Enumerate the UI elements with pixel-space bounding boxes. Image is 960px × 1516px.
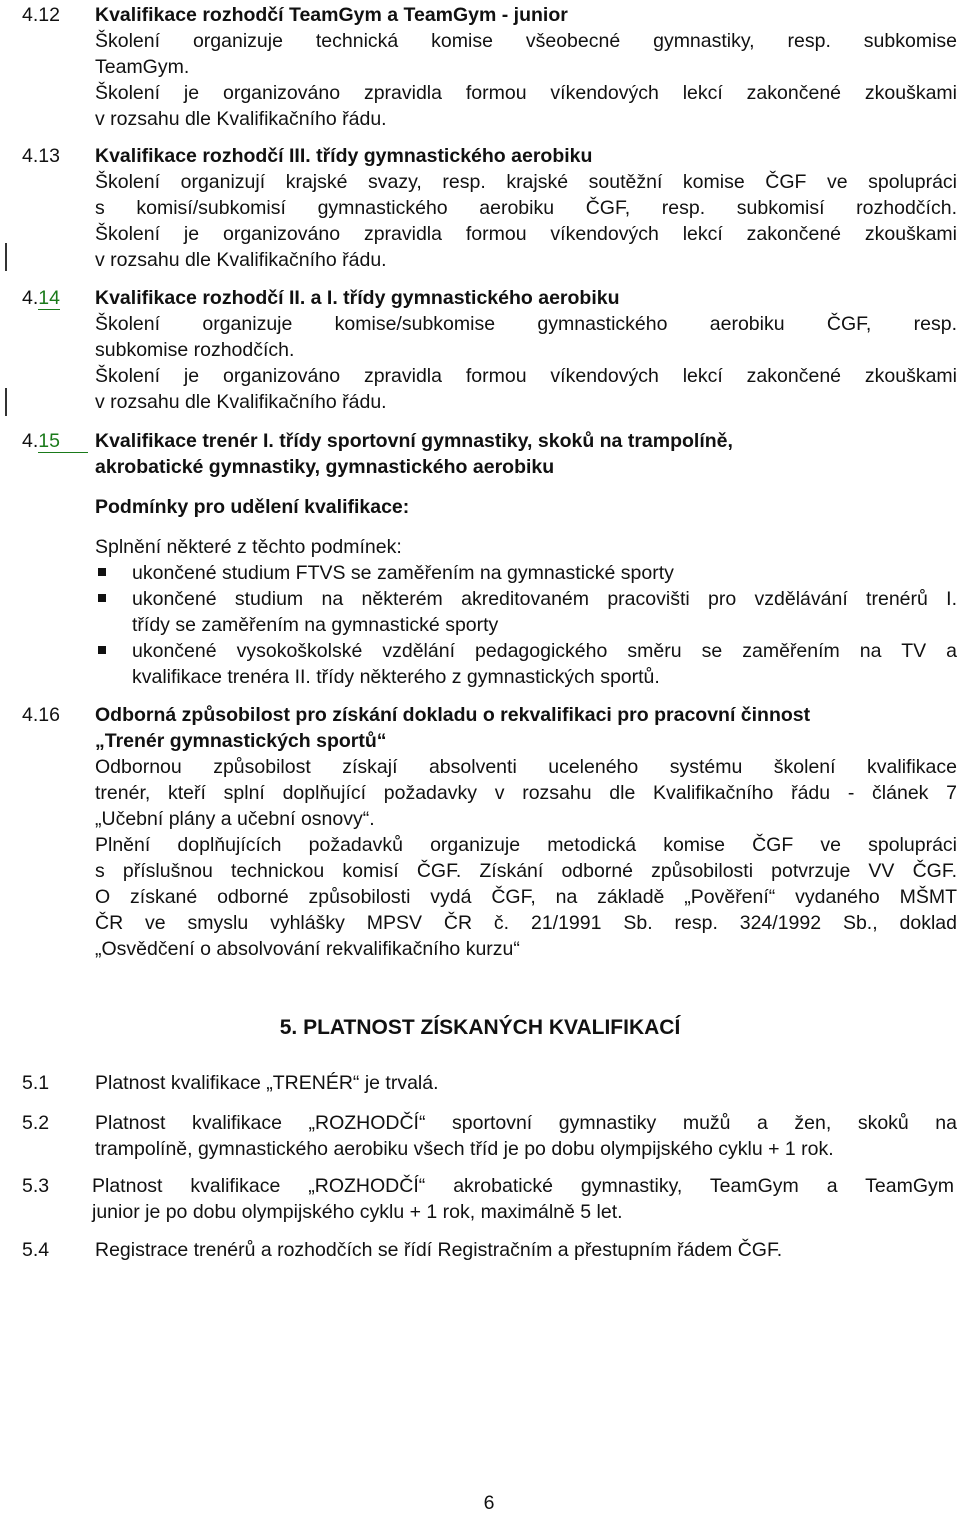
- list-item-line: ukončené vysokoškolské vzdělání pedagogického směru se zaměřením na TV a: [132, 640, 957, 662]
- section-title: Odborná způsobilost pro získání dokladu o rekvalifikaci pro pracovní činnost: [95, 704, 811, 726]
- list-item: [95, 586, 957, 638]
- list-item-line: ukončené studium FTVS se zaměřením na gymnastické sporty: [132, 562, 674, 584]
- section-title: „Trenér gymnastických sportů“: [95, 730, 387, 752]
- paragraph-line: Školení organizuje technická komise všeobecné gymnastiky, resp. subkomise: [95, 30, 957, 52]
- item-number: 5.4: [22, 1239, 50, 1261]
- paragraph-line: Splnění některé z těchto podmínek:: [95, 536, 402, 558]
- revision-bar: [5, 388, 7, 416]
- item-number: 5.1: [22, 1072, 50, 1094]
- paragraph-line: subkomise rozhodčích.: [95, 339, 295, 361]
- paragraph-line: v rozsahu dle Kvalifikačního řádu.: [95, 108, 387, 130]
- section-title: Kvalifikace rozhodčí III. třídy gymnastického aerobiku: [95, 145, 593, 167]
- item-text: [95, 1110, 957, 1162]
- paragraph: [95, 754, 957, 832]
- paragraph-line: TeamGym.: [95, 56, 190, 78]
- paragraph-line: Platnost kvalifikace „ROZHODČÍ“ akrobatické gymnastiky, TeamGym a TeamGym: [92, 1175, 954, 1197]
- revised-number-part: 14: [38, 287, 60, 309]
- paragraph-line: v rozsahu dle Kvalifikačního řádu.: [95, 249, 387, 271]
- section-title: Kvalifikace rozhodčí TeamGym a TeamGym - junior: [95, 4, 568, 26]
- paragraph-line: s příslušnou technickou komisí ČGF. Získání odborné způsobilosti potvrzuje VV ČGF.: [95, 860, 957, 882]
- section-number-4-16: 4.16: [22, 704, 60, 726]
- item-text: [95, 1070, 957, 1096]
- paragraph-line: junior je po dobu olympijského cyklu + 1 rok, maximálně 5 let.: [92, 1201, 623, 1223]
- item-text: [92, 1173, 954, 1225]
- section-title: Kvalifikace trenér I. třídy sportovní gymnastiky, skoků na trampolíně,: [95, 430, 733, 452]
- section-4-16: [95, 702, 957, 962]
- paragraph-line: Platnost kvalifikace „ROZHODČÍ“ sportovní gymnastiky mužů a žen, skoků na: [95, 1112, 957, 1134]
- section-4-15: [95, 428, 957, 690]
- paragraph-line: „Osvědčení o absolvování rekvalifikačního kurzu“: [95, 938, 520, 960]
- paragraph-line: Plnění doplňujících požadavků organizuje metodická komise ČGF ve spolupráci: [95, 834, 957, 856]
- item-number: 5.3: [22, 1175, 50, 1197]
- list-item-line: třídy se zaměřením na gymnastické sporty: [132, 614, 499, 636]
- square-bullet-icon: [98, 568, 106, 576]
- list-item: [95, 638, 957, 690]
- section-number-4-12: 4.12: [22, 4, 60, 26]
- section-4-13: [95, 143, 957, 273]
- chapter-heading: 5. PLATNOST ZÍSKANÝCH KVALIFIKACÍ: [279, 1016, 681, 1039]
- paragraph: [95, 832, 957, 962]
- paragraph-line: Školení organizují krajské svazy, resp. krajské soutěžní komise ČGF ve spolupráci: [95, 171, 957, 193]
- list-item-line: ukončené studium na některém akreditovaném pracovišti pro vzdělávání trenérů I.: [132, 588, 957, 610]
- paragraph-line: Platnost kvalifikace „TRENÉR“ je trvalá.: [95, 1072, 439, 1094]
- item-text: [95, 1237, 957, 1263]
- section-4-12: [95, 2, 957, 132]
- paragraph-line: O získané odborné způsobilosti vydá ČGF, na základě „Pověření“ vydaného MŠMT: [95, 886, 957, 908]
- section-title: Kvalifikace rozhodčí II. a I. třídy gymnastického aerobiku: [95, 287, 620, 309]
- conditions-list: [95, 560, 957, 690]
- paragraph-line: Školení organizuje komise/subkomise gymnastického aerobiku ČGF, resp.: [95, 313, 957, 335]
- paragraph-line: trampolíně, gymnastického aerobiku všech tříd je po dobu olympijského cyklu + 1 rok.: [95, 1138, 834, 1160]
- paragraph-line: Školení je organizováno zpravidla formou víkendových lekcí zakončené zkouškami: [95, 365, 957, 387]
- paragraph-line: „Učební plány a učební osnovy“.: [95, 808, 375, 830]
- paragraph-line: Školení je organizováno zpravidla formou víkendových lekcí zakončené zkouškami: [95, 223, 957, 245]
- item-number: 5.2: [22, 1112, 50, 1134]
- paragraph-line: trenér, kteří splní doplňující požadavky v rozsahu dle Kvalifikačního řádu - článek 7: [95, 782, 957, 804]
- section-number-4-13: 4.13: [22, 145, 60, 167]
- square-bullet-icon: [98, 594, 106, 602]
- list-item-line: kvalifikace trenéra II. třídy některého z gymnastických sportů.: [132, 666, 660, 688]
- paragraph-line: s komisí/subkomisí gymnastického aerobiku ČGF, resp. subkomisí rozhodčích.: [95, 197, 957, 219]
- square-bullet-icon: [98, 646, 106, 654]
- paragraph-line: ČR ve smyslu vyhlášky MPSV ČR č. 21/1991 Sb. resp. 324/1992 Sb., doklad: [95, 912, 957, 934]
- revision-bar: [5, 243, 7, 271]
- paragraph-line: Odbornou způsobilost získají absolventi uceleného systému školení kvalifikace: [95, 756, 957, 778]
- page-number: 6: [483, 1492, 495, 1514]
- number-part: 4.: [22, 430, 39, 452]
- section-number-4-14: [22, 285, 60, 311]
- paragraph-line: v rozsahu dle Kvalifikačního řádu.: [95, 391, 387, 413]
- paragraph-line: Školení je organizováno zpravidla formou víkendových lekcí zakončené zkouškami: [95, 82, 957, 104]
- subheading: Podmínky pro udělení kvalifikace:: [95, 496, 410, 518]
- section-title: akrobatické gymnastiky, gymnastického aerobiku: [95, 456, 555, 478]
- paragraph-line: Registrace trenérů a rozhodčích se řídí Registračním a přestupním řádem ČGF.: [95, 1239, 783, 1261]
- section-4-14: [95, 285, 957, 415]
- number-part: 4.: [22, 287, 39, 309]
- revised-number-part: 15: [38, 430, 88, 453]
- section-number-4-15: [22, 428, 88, 454]
- list-item: [95, 560, 957, 586]
